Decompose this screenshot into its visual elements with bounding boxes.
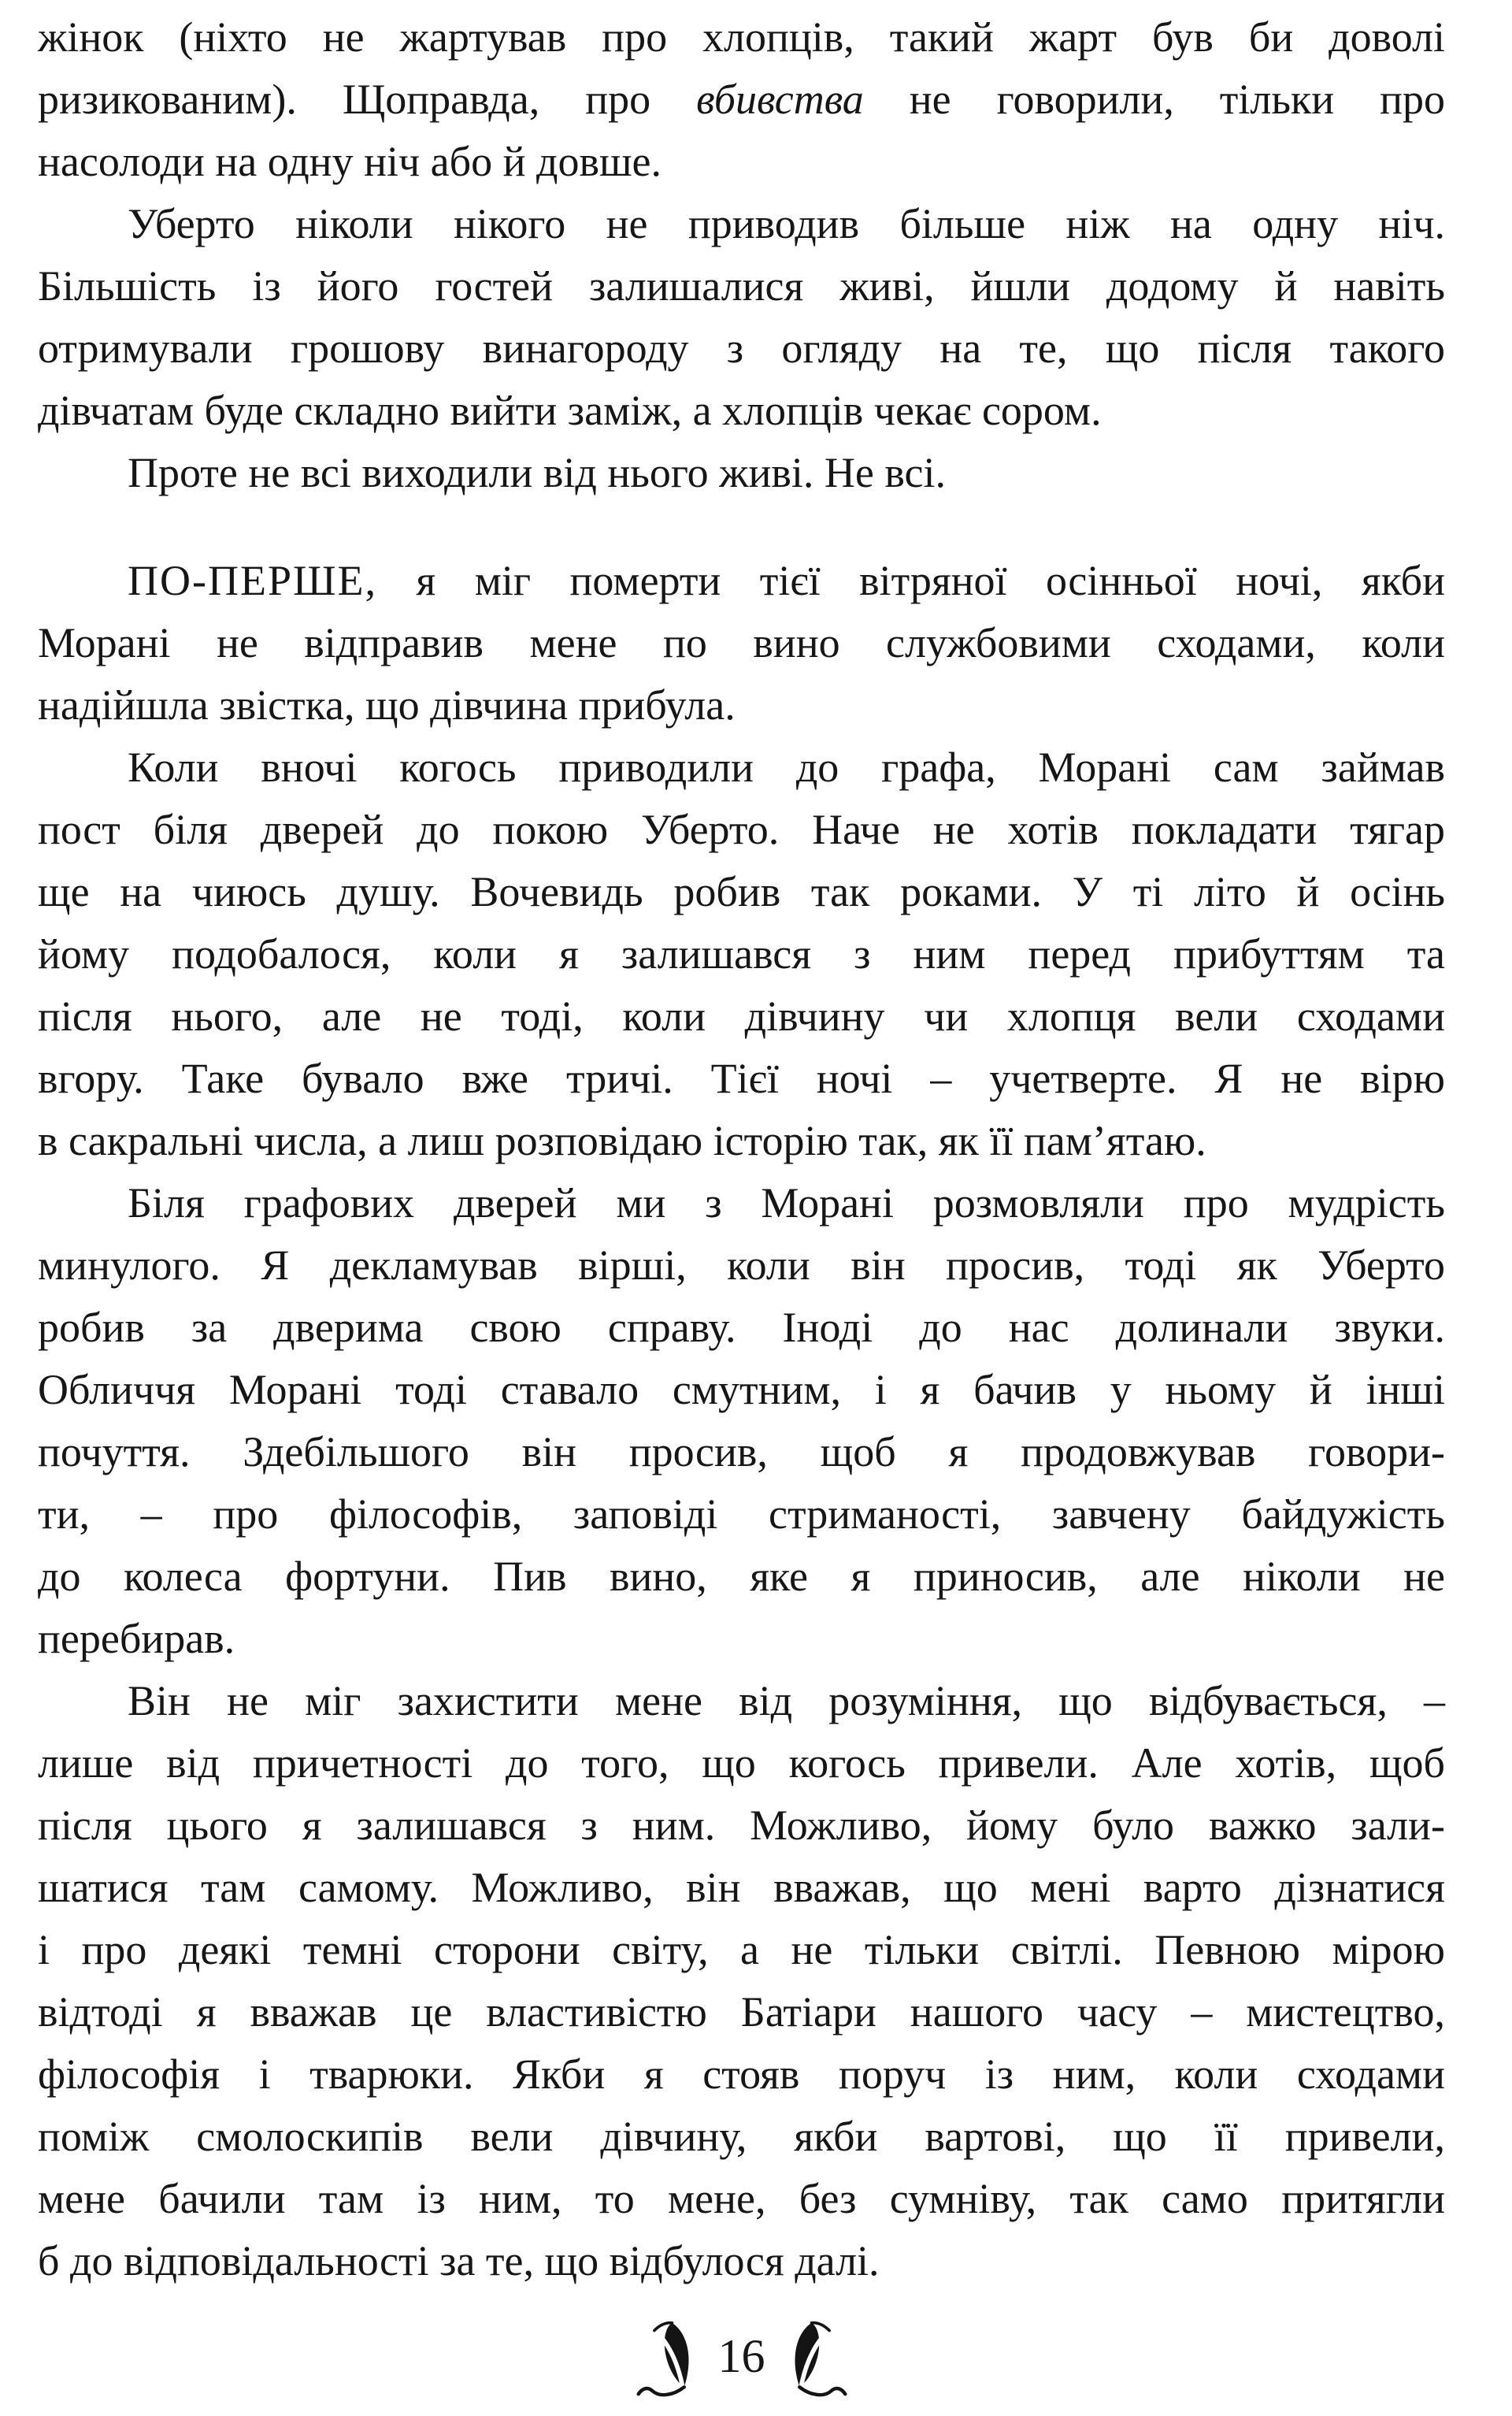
text-segment: після цього я залишався з ним. Можливо, йому було важко зали- [38, 1802, 1445, 1849]
text-segment: надійшла звістка, що дівчина прибула. [38, 681, 736, 729]
text-line [38, 1794, 1445, 1857]
text-segment: Уберто ніколи нікого не приводив більше ніж на одну ніч. [128, 200, 1445, 247]
text-segment: поміж смолоскипів вели дівчину, якби вартові, що її привели, [38, 2113, 1445, 2160]
text-segment: шатися там самому. Можливо, він вважав, що мені варто дізнатися [38, 1864, 1445, 1911]
text-line [38, 69, 1445, 131]
text-line [38, 1483, 1445, 1546]
text-line [38, 1110, 1445, 1172]
text-line [38, 131, 1445, 193]
page-footer [38, 2314, 1445, 2403]
text-line [38, 6, 1445, 69]
text-segment: б до відповідальності за те, що відбулося далі. [38, 2237, 880, 2284]
text-line [38, 1546, 1445, 1608]
text-segment: відтоді я вважав це властивістю Батіари нашого часу – мистецтво, [38, 1988, 1445, 2036]
text-segment: ще на чиюсь душу. Вочевидь робив так роками. У ті літо й осінь [38, 868, 1445, 915]
paragraph [38, 6, 1445, 193]
text-segment: ти, – про філософів, заповіді стриманості, завчену байдужість [38, 1490, 1445, 1538]
text-line [38, 674, 1445, 737]
paragraph [38, 550, 1445, 737]
text-segment: дівчатам буде складно вийти заміж, а хлопців чекає сором. [38, 387, 1102, 434]
text-segment: я міг померти тієї вітряної осінньої ночі, якби [376, 557, 1445, 604]
text-line [38, 1048, 1445, 1110]
text-line [38, 1234, 1445, 1297]
text-line [38, 1981, 1445, 2043]
text-segment: в сакральні числа, а лиш розповідаю історію так, як її пам’ятаю. [38, 1117, 1206, 1164]
text-segment: Біля графових дверей ми з Морані розмовляли про мудрість [128, 1179, 1445, 1227]
text-line [38, 1172, 1445, 1234]
text-line [38, 861, 1445, 923]
text-segment: Більшість із його гостей залишалися живі, йшли додому й навіть [38, 262, 1445, 310]
text-segment: після нього, але не тоді, коли дівчину чи хлопця вели сходами [38, 993, 1445, 1040]
text-line [38, 193, 1445, 255]
text-line [38, 1297, 1445, 1359]
text-line [38, 612, 1445, 674]
text-line [38, 1857, 1445, 1919]
text-line [38, 380, 1445, 442]
paragraph [38, 1670, 1445, 2292]
text-line [38, 1919, 1445, 1981]
text-line [38, 2106, 1445, 2168]
text-segment: і про деякі темні сторони світу, а не тільки світлі. Певною мірою [38, 1926, 1445, 1973]
text-line [38, 1732, 1445, 1794]
text-segment: Він не міг захистити мене від розуміння, що відбувається, – [128, 1677, 1445, 1724]
text-segment: почуття. Здебільшого він просив, щоб я продовжував говори- [38, 1428, 1445, 1475]
text-segment: мене бачили там із ним, то мене, без сумніву, так само притягли [38, 2175, 1445, 2222]
text-line [38, 255, 1445, 317]
text-line [38, 1670, 1445, 1732]
text-line [38, 442, 1445, 504]
floral-flourish-left-icon [635, 2319, 699, 2398]
text-line [38, 1608, 1445, 1670]
floral-flourish-right-icon [784, 2319, 849, 2398]
paragraph [38, 442, 1445, 504]
text-segment: пост біля дверей до покою Уберто. Наче не хотів покладати тягар [38, 806, 1445, 853]
text-segment: Проте не всі виходили від нього живі. Не всі. [128, 449, 946, 496]
text-line [38, 2043, 1445, 2106]
text-segment: Коли вночі когось приводили до графа, Морані сам займав [128, 744, 1445, 791]
text-segment: до колеса фортуни. Пив вино, яке я приносив, але ніколи не [38, 1553, 1445, 1600]
text-line [38, 737, 1445, 799]
paragraph [38, 1172, 1445, 1670]
text-segment: отримували грошову винагороду з огляду на те, що після такого [38, 325, 1445, 372]
text-segment: не говорили, тільки про [863, 76, 1446, 123]
text-segment: насолоди на одну ніч або й довше. [38, 138, 662, 185]
italic-text: вбивства [696, 76, 864, 123]
text-line [38, 985, 1445, 1048]
text-line [38, 1421, 1445, 1483]
text-line [38, 799, 1445, 861]
text-segment: робив за дверима свою справу. Іноді до нас долинали звуки. [38, 1304, 1445, 1351]
text-segment: ризикованим). Щоправда, про [38, 76, 697, 123]
text-segment: лише від причетності до того, що когось привели. Але хотів, щоб [38, 1739, 1445, 1787]
text-segment: йому подобалося, коли я залишався з ним перед прибуттям та [38, 930, 1445, 978]
paragraph [38, 737, 1445, 1172]
text-line [38, 2230, 1445, 2292]
text-segment: Обличчя Морані тоді ставало смутним, і я бачив у ньому й інші [38, 1366, 1445, 1413]
page-number: 16 [717, 2330, 765, 2382]
paragraph [38, 193, 1445, 442]
text-segment: Морані не відправив мене по вино службовими сходами, коли [38, 619, 1445, 666]
text-line [38, 550, 1445, 612]
body-text [38, 6, 1445, 2292]
text-segment: минулого. Я декламував вірші, коли він просив, тоді як Уберто [38, 1241, 1445, 1289]
text-line [38, 1359, 1445, 1421]
text-segment: філософія і тварюки. Якби я стояв поруч із ним, коли сходами [38, 2050, 1445, 2098]
caps-lead-in: ПО-ПЕРШЕ, [128, 557, 377, 604]
text-segment: перебирав. [38, 1615, 235, 1662]
text-line [38, 317, 1445, 380]
text-segment: жінок (ніхто не жартував про хлопців, такий жарт був би доволі [38, 13, 1445, 61]
text-line [38, 2168, 1445, 2230]
text-segment: вгору. Таке бувало вже тричі. Тієї ночі – учетверте. Я не вірю [38, 1055, 1445, 1102]
text-line [38, 923, 1445, 985]
